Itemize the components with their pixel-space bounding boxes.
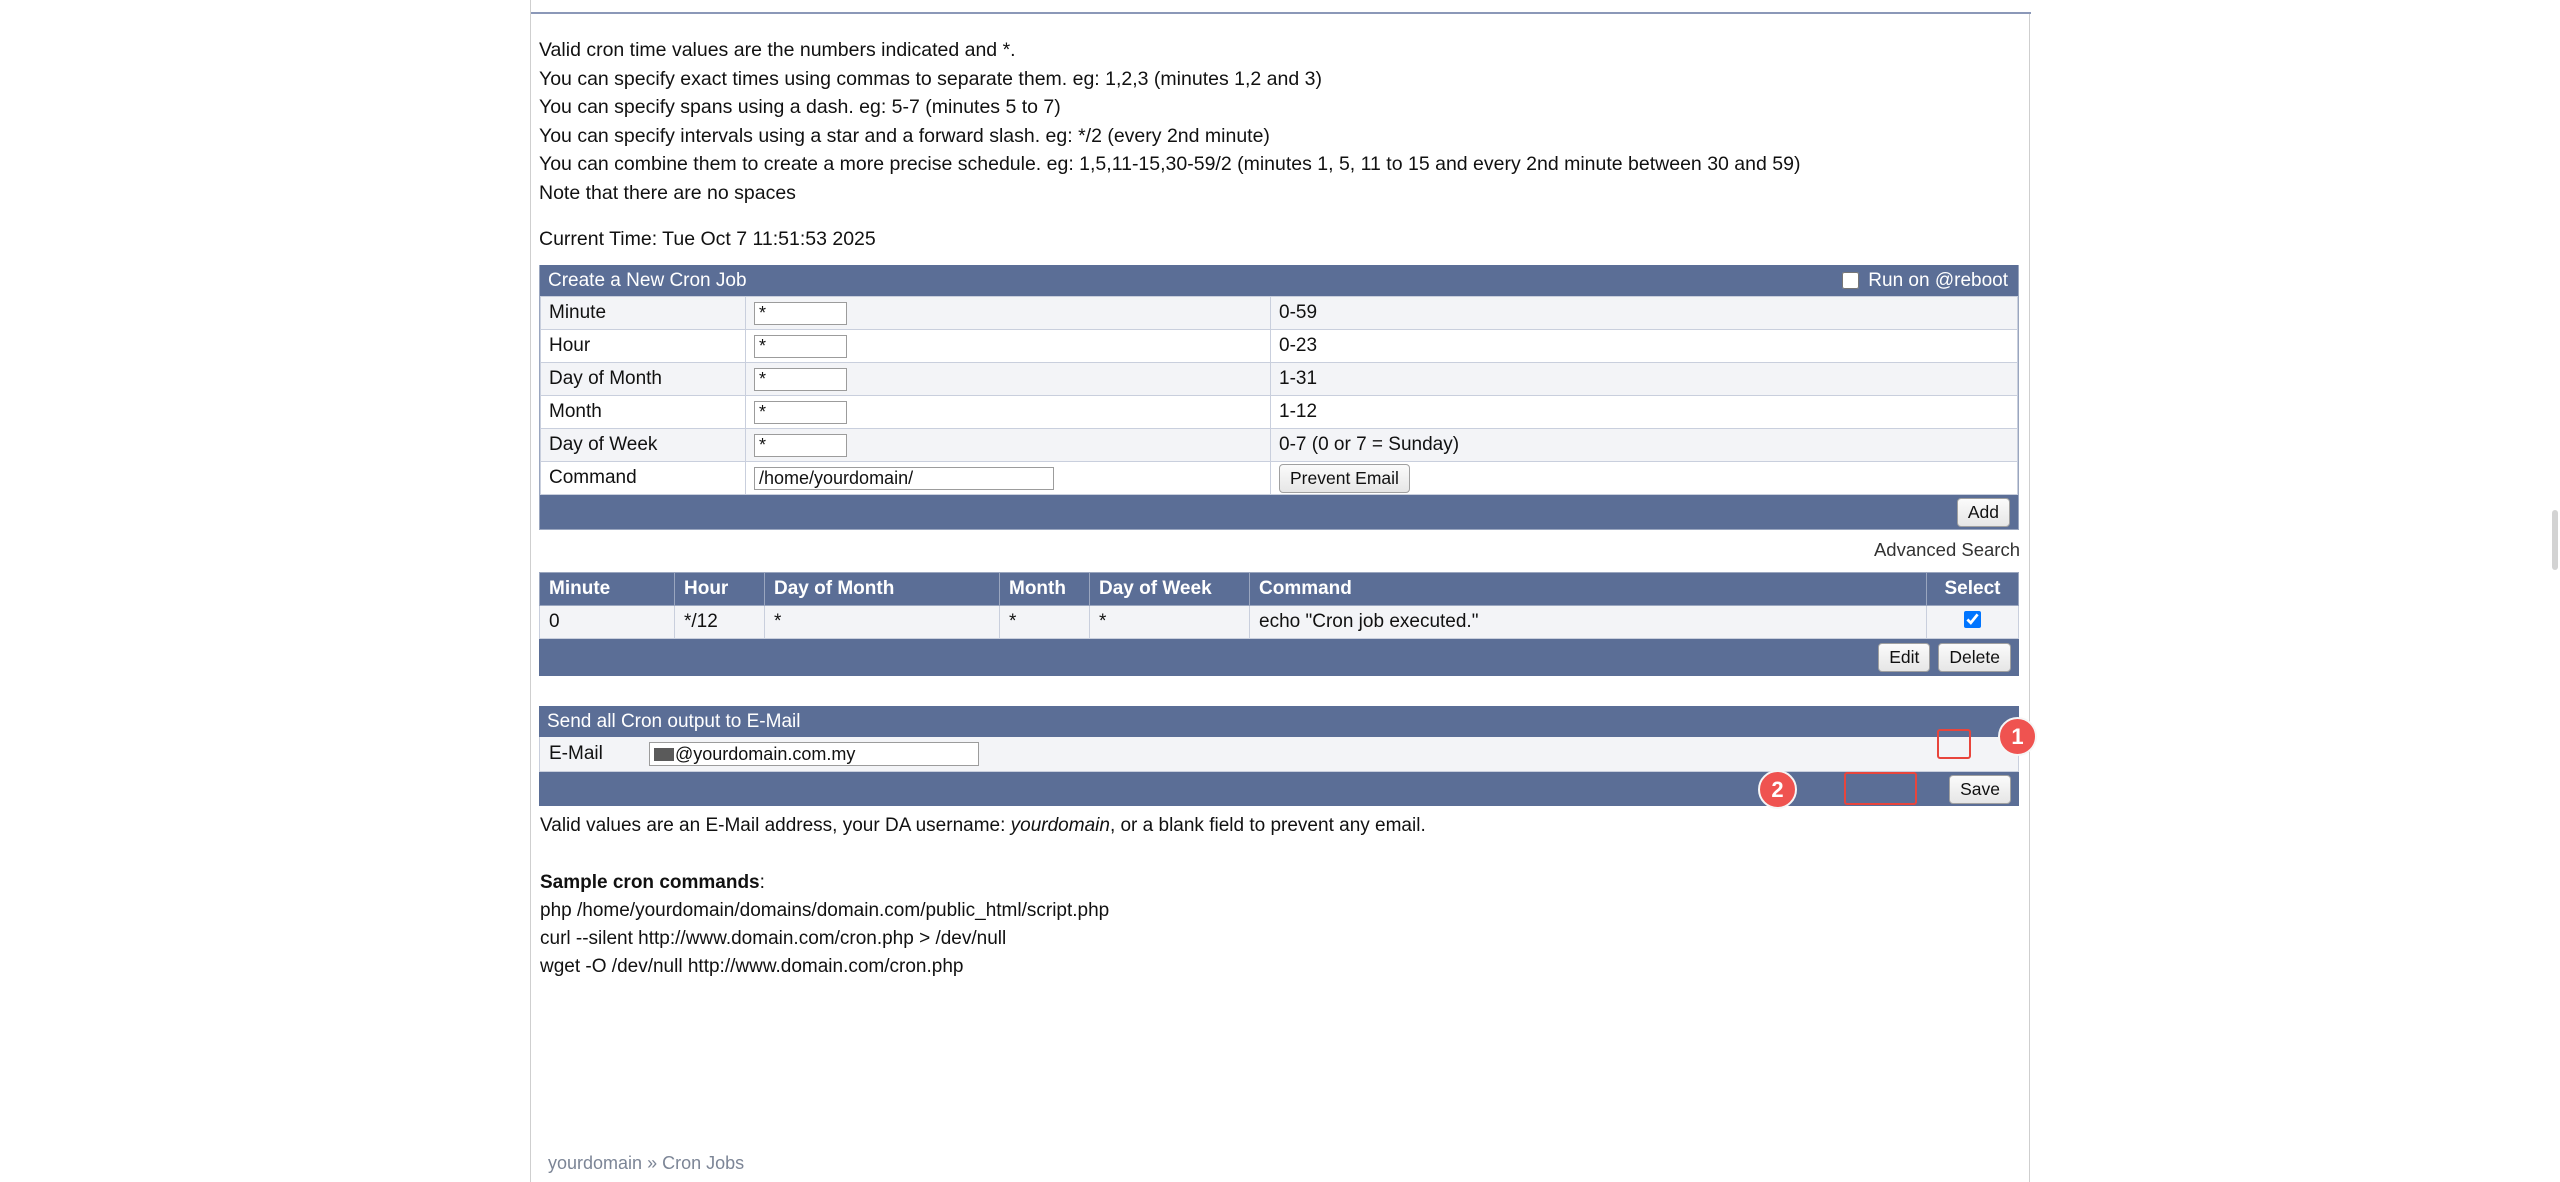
header-day-of-week[interactable]: Day of Week xyxy=(1090,573,1250,606)
run-on-reboot-checkbox[interactable] xyxy=(1842,272,1859,289)
command-label: Command xyxy=(541,462,746,495)
table-row xyxy=(540,606,2019,639)
field-input-cell xyxy=(746,429,1271,462)
field-hint: 0-23 xyxy=(1271,330,2018,363)
top-divider xyxy=(531,0,2031,14)
breadcrumb-current: Cron Jobs xyxy=(662,1153,745,1173)
cell-day-of-month: * xyxy=(765,606,1000,639)
table-row xyxy=(541,429,2018,462)
add-button[interactable]: Add xyxy=(1957,498,2010,527)
note-suffix: , or a blank field to prevent any email. xyxy=(1109,815,1426,836)
field-label: Day of Week xyxy=(541,429,746,462)
table-row xyxy=(541,363,2018,396)
run-on-reboot-label: Run on @reboot xyxy=(1868,269,2008,291)
email-valid-note xyxy=(540,815,2026,837)
create-cron-title: Create a New Cron Job xyxy=(548,269,747,291)
header-select: Select xyxy=(1927,573,2019,606)
cell-day-of-week: * xyxy=(1090,606,1250,639)
cron-email-label: E-Mail xyxy=(549,743,603,764)
redacted-text-icon xyxy=(654,748,674,761)
sample-cron-commands xyxy=(540,869,2026,981)
help-line: You can specify spans using a dash. eg: 5-7 (minutes 5 to 7) xyxy=(539,96,1061,118)
sample-line: wget -O /dev/null http://www.domain.com/cron.php xyxy=(540,956,964,977)
annotation-badge-2: 2 xyxy=(1758,770,1797,809)
table-row xyxy=(541,330,2018,363)
cron-jobs-table xyxy=(539,572,2019,639)
save-button[interactable]: Save xyxy=(1949,775,2011,804)
cell-hour: */12 xyxy=(675,606,765,639)
field-hint: 1-31 xyxy=(1271,363,2018,396)
table-row xyxy=(541,396,2018,429)
breadcrumb xyxy=(548,1153,744,1174)
create-cron-panel-footer xyxy=(540,495,2018,529)
field-input-cell xyxy=(746,363,1271,396)
field-label: Month xyxy=(541,396,746,429)
cron-email-panel xyxy=(539,706,2019,806)
field-input-cell xyxy=(746,297,1271,330)
cron-email-footer xyxy=(539,772,2019,806)
create-cron-panel xyxy=(539,265,2019,530)
sample-heading-text: Sample cron commands xyxy=(540,872,760,893)
row-select-checkbox[interactable] xyxy=(1964,611,1981,628)
scrollbar-thumb[interactable] xyxy=(2552,510,2558,570)
run-on-reboot-group xyxy=(1842,270,2008,292)
help-line: You can combine them to create a more precise schedule. eg: 1,5,11-15,30-59/2 (minutes 1, 5, 11 to 15 and every 2nd minute between 30 and 59) xyxy=(539,153,1801,175)
cell-command: echo "Cron job executed." xyxy=(1250,606,1927,639)
cell-minute: 0 xyxy=(540,606,675,639)
prevent-email-cell xyxy=(1271,462,2018,495)
help-line: Valid cron time values are the numbers indicated and *. xyxy=(539,39,1016,61)
delete-button[interactable]: Delete xyxy=(1938,643,2011,672)
field-label: Minute xyxy=(541,297,746,330)
sample-heading xyxy=(540,869,2026,897)
sample-heading-colon: : xyxy=(759,872,765,893)
field-label: Hour xyxy=(541,330,746,363)
advanced-search-link[interactable]: Advanced Search xyxy=(1873,539,2020,560)
edit-button[interactable]: Edit xyxy=(1878,643,1930,672)
field-hint: 0-7 (0 or 7 = Sunday) xyxy=(1271,429,2018,462)
prevent-email-button[interactable]: Prevent Email xyxy=(1279,464,1410,493)
breadcrumb-root[interactable]: yourdomain xyxy=(548,1153,643,1173)
cron-email-input[interactable] xyxy=(649,742,979,766)
create-cron-panel-header xyxy=(540,265,2018,296)
table-row xyxy=(541,462,2018,495)
page-container xyxy=(530,0,2030,1182)
header-minute[interactable]: Minute xyxy=(540,573,675,606)
help-line: Note that there are no spaces xyxy=(539,181,796,204)
hour-input[interactable] xyxy=(754,335,847,358)
day-of-week-input[interactable] xyxy=(754,434,847,457)
header-hour[interactable]: Hour xyxy=(675,573,765,606)
cron-fields-table xyxy=(540,296,2018,495)
sample-line: curl --silent http://www.domain.com/cron.php > /dev/null xyxy=(540,928,1007,949)
cron-email-row xyxy=(539,737,2019,772)
field-input-cell xyxy=(746,330,1271,363)
note-username: yourdomain xyxy=(1010,815,1110,836)
help-line: You can specify exact times using commas to separate them. eg: 1,2,3 (minutes 1,2 and 3) xyxy=(539,67,1322,90)
header-month[interactable]: Month xyxy=(1000,573,1090,606)
command-input[interactable] xyxy=(754,467,1054,490)
day-of-month-input[interactable] xyxy=(754,368,847,391)
month-input[interactable] xyxy=(754,401,847,424)
field-input-cell xyxy=(746,396,1271,429)
header-day-of-month[interactable]: Day of Month xyxy=(765,573,1000,606)
field-hint: 1-12 xyxy=(1271,396,2018,429)
minute-input[interactable] xyxy=(754,302,847,325)
field-label: Day of Month xyxy=(541,363,746,396)
cron-email-title: Send all Cron output to E-Mail xyxy=(539,706,2019,737)
command-input-cell xyxy=(746,462,1271,495)
cron-help-text xyxy=(536,36,2026,207)
cron-jobs-actions xyxy=(539,639,2019,676)
annotation-badge-1: 1 xyxy=(1998,717,2037,756)
cell-month: * xyxy=(1000,606,1090,639)
table-header-row xyxy=(540,573,2019,606)
table-row xyxy=(541,297,2018,330)
main-content xyxy=(536,36,2026,981)
cell-select xyxy=(1927,606,2019,639)
sample-line: php /home/yourdomain/domains/domain.com/public_html/script.php xyxy=(540,900,1110,921)
field-hint: 0-59 xyxy=(1271,297,2018,330)
help-line: You can specify intervals using a star and a forward slash. eg: */2 (every 2nd minute) xyxy=(539,124,1270,147)
current-time: Current Time: Tue Oct 7 11:51:53 2025 xyxy=(539,228,876,250)
header-command[interactable]: Command xyxy=(1250,573,1927,606)
breadcrumb-separator: » xyxy=(647,1153,658,1173)
cron-email-value: @yourdomain.com.my xyxy=(675,743,856,764)
note-prefix: Valid values are an E-Mail address, your DA username: xyxy=(540,815,1011,836)
